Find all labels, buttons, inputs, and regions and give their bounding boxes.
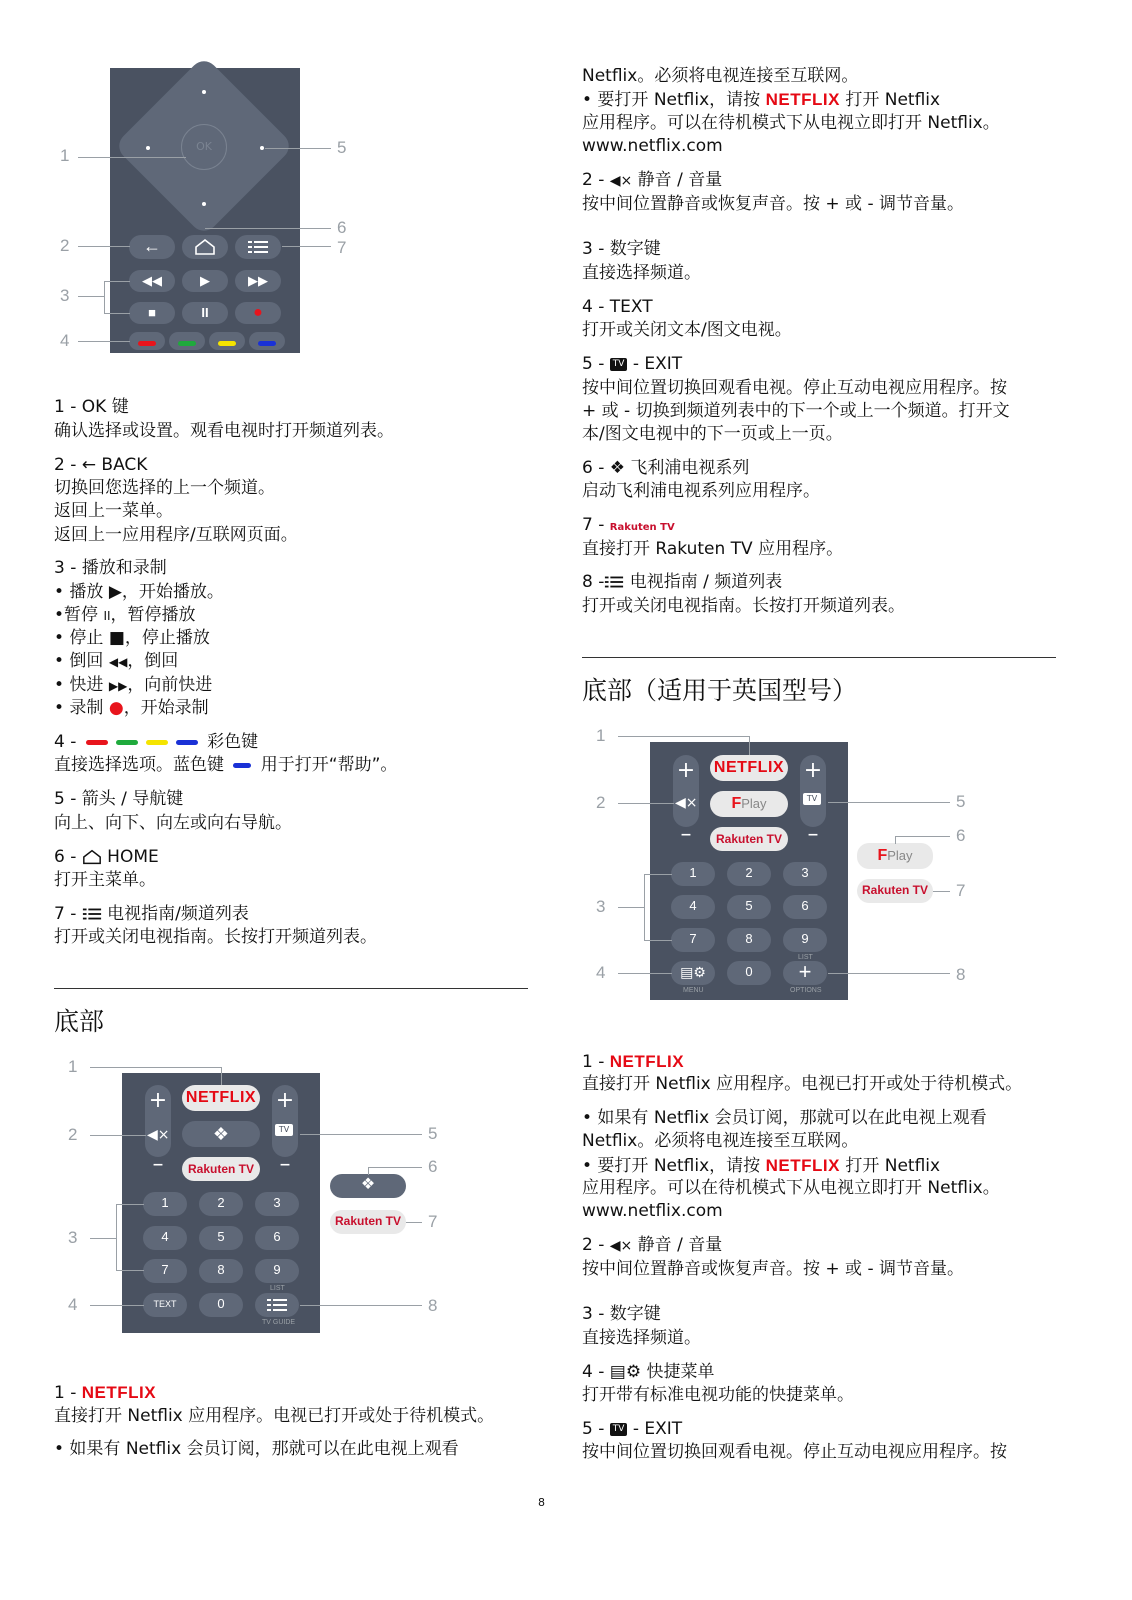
item4-body: 直接选择选项。蓝色键 用于打开“帮助”。 — [54, 755, 398, 775]
home-icon — [82, 849, 102, 865]
nav-left-dot — [146, 146, 150, 150]
callout-8: 8 — [956, 965, 966, 984]
callout-6: 6 — [337, 218, 347, 237]
digit-7-button: 7 — [143, 1259, 187, 1283]
philips-tv-collection-button: ❖ — [182, 1121, 260, 1147]
callout-6: 6 — [428, 1157, 438, 1176]
digit-1-button: 1 — [143, 1192, 187, 1216]
item1-body: 确认选择或设置。观看电视时打开频道列表。 — [54, 421, 394, 441]
uk-line3: 应用程序。可以在待机模式下从电视立即打开 Netflix。 — [582, 1178, 1000, 1198]
tv-icon: TV — [803, 793, 821, 805]
forward-button: ▶▶ — [235, 270, 281, 292]
digit-2-button: 2 — [727, 862, 771, 886]
digit-9-button: 9 — [255, 1259, 299, 1283]
record-icon: ● — [108, 698, 124, 718]
callout-4: 4 — [596, 963, 606, 982]
netflix-line1: Netflix。必须将电视连接至互联网。 — [582, 66, 859, 86]
right-item4-title: 4 - TEXT — [582, 297, 653, 317]
mute-icon: ◀× — [147, 1127, 170, 1143]
netflix-logo: NETFLIX — [81, 1383, 157, 1402]
pause-button: II — [182, 302, 228, 324]
callout-3: 3 — [596, 897, 606, 916]
item3-line: • 停止 ■，停止播放 — [54, 628, 210, 648]
callout-2: 2 — [68, 1125, 78, 1144]
right-item5-title: 5 - TV - EXIT — [582, 354, 683, 374]
callout-4: 4 — [68, 1295, 78, 1314]
play-icon: ▶ — [108, 582, 122, 602]
right-item6-title: 6 - ❖ 飞利浦电视系列 — [582, 458, 750, 478]
green-key — [169, 332, 205, 350]
red-key — [129, 332, 165, 350]
callout-2: 2 — [60, 236, 70, 255]
callout-5: 5 — [956, 792, 966, 811]
yellow-key — [209, 332, 245, 350]
red-bar-icon — [86, 740, 108, 745]
digit-5-button: 5 — [727, 895, 771, 919]
tv-icon: TV — [610, 1423, 628, 1436]
philips-collection-icon: ❖ — [609, 458, 626, 478]
digit-3-button: 3 — [783, 862, 827, 886]
digit-5-button: 5 — [199, 1226, 243, 1250]
pause-icon: II — [103, 609, 111, 623]
callout-2: 2 — [596, 793, 606, 812]
item3-line: •暂停 II，暂停播放 — [54, 605, 196, 625]
list-icon — [604, 575, 624, 589]
digit-6-button: 6 — [783, 895, 827, 919]
bottom-item1-bullet: • 如果有 Netflix 会员订阅，那就可以在此电视上观看 — [54, 1439, 459, 1459]
item6-title: 6 - HOME — [54, 847, 159, 867]
play-button: ▶ — [182, 270, 228, 292]
item1-title: 1 - OK 键 — [54, 397, 129, 417]
list-icon — [82, 907, 102, 921]
netflix-logo: NETFLIX — [765, 90, 840, 109]
callout-3: 3 — [68, 1228, 78, 1247]
quick-menu-button: ▤⚙ — [671, 961, 715, 985]
uk-item2-body: 按中间位置静音或恢复声音。按 + 或 - 调节音量。 — [582, 1259, 964, 1279]
home-button — [182, 235, 228, 259]
nav-up-dot — [202, 90, 206, 94]
item4-title: 4 - 彩色键 — [54, 732, 259, 752]
options-label: OPTIONS — [790, 987, 822, 994]
right-item6-body: 启动飞利浦电视系列应用程序。 — [582, 481, 820, 501]
callout-7: 7 — [956, 881, 966, 900]
list-icon — [266, 1298, 288, 1312]
netflix-button: NETFLIX — [710, 755, 788, 781]
right-item8-body: 打开或关闭电视指南。长按打开频道列表。 — [582, 596, 905, 616]
record-button: ● — [235, 302, 281, 324]
blue-bar-icon — [233, 763, 251, 768]
netflix-logo: NETFLIX — [609, 1052, 685, 1071]
uk-item4-title: 4 - ▤⚙ 快捷菜单 — [582, 1362, 715, 1382]
digit-8-button: 8 — [199, 1259, 243, 1283]
quick-menu-icon: ▤⚙ — [609, 1362, 642, 1382]
back-button: ← — [129, 235, 175, 259]
stop-button: ■ — [129, 302, 175, 324]
right-item5-line: 按中间位置切换回观看电视。停止互动电视应用程序。按 — [582, 378, 1007, 398]
uk-line2: • 要打开 Netflix，请按 NETFLIX 打开 Netflix — [582, 1156, 941, 1176]
digit-0-button: 0 — [199, 1293, 243, 1317]
netflix-button: NETFLIX — [182, 1085, 260, 1111]
item3-title: 3 - 播放和录制 — [54, 558, 167, 578]
netflix-url: www.netflix.com — [582, 136, 723, 156]
callout-7: 7 — [428, 1212, 438, 1231]
nav-right-dot — [260, 146, 264, 150]
uk-item2-title: 2 - ◀× 静音 / 音量 — [582, 1235, 723, 1255]
item3-line: • 快进 ▶▶，向前快进 — [54, 675, 213, 695]
netflix-line2: • 要打开 Netflix，请按 NETFLIX 打开 Netflix — [582, 90, 941, 110]
callout-1: 1 — [596, 726, 606, 745]
item7-body: 打开或关闭电视指南。长按打开频道列表。 — [54, 927, 377, 947]
digit-2-button: 2 — [199, 1192, 243, 1216]
item3-line: • 播放 ▶，开始播放。 — [54, 582, 224, 602]
right-item2-title: 2 - ◀× 静音 / 音量 — [582, 170, 723, 190]
item7-title: 7 - 电视指南/频道列表 — [54, 904, 249, 924]
digit-7-button: 7 — [671, 928, 715, 952]
rakuten-button: Rakuten TV — [182, 1157, 260, 1181]
menu-label: MENU — [683, 987, 704, 994]
digit-6-button: 6 — [255, 1226, 299, 1250]
right-item2-body: 按中间位置静音或恢复声音。按 + 或 - 调节音量。 — [582, 194, 964, 214]
right-item7-body: 直接打开 Rakuten TV 应用程序。 — [582, 539, 844, 559]
digit-4-button: 4 — [143, 1226, 187, 1250]
uk-bullet1: • 如果有 Netflix 会员订阅，那就可以在此电视上观看 — [582, 1108, 987, 1128]
uk-item5-title: 5 - TV - EXIT — [582, 1419, 683, 1439]
heading-bottom: 底部 — [54, 1007, 105, 1036]
tv-guide-button — [255, 1293, 299, 1317]
mute-icon: ◀× — [609, 173, 633, 189]
fplay-button: FPlay — [710, 791, 788, 817]
uk-item5-body: 按中间位置切换回观看电视。停止互动电视应用程序。按 — [582, 1442, 1007, 1462]
item2-title: 2 - ← BACK — [54, 455, 148, 475]
list-label: LIST — [270, 1285, 285, 1292]
text-button: TEXT — [143, 1293, 187, 1317]
green-bar-icon — [116, 740, 138, 745]
digit-4-button: 4 — [671, 895, 715, 919]
philips-tv-collection-button-side: ❖ — [330, 1174, 406, 1198]
uk-item1-title: 1 - NETFLIX — [582, 1052, 685, 1072]
callout-1: 1 — [60, 146, 70, 165]
list-icon — [247, 240, 269, 254]
mute-icon: ◀× — [609, 1238, 633, 1254]
uk-item3-body: 直接选择频道。 — [582, 1328, 701, 1348]
stop-icon: ■ — [108, 628, 125, 648]
right-item5-line: + 或 - 切换到频道列表中的下一个或上一个频道。打开文 — [582, 401, 1010, 421]
right-item7-title: 7 - Rakuten TV — [582, 515, 675, 535]
back-arrow-icon: ← — [81, 455, 97, 475]
section-divider — [54, 988, 528, 989]
uk-item1-body: 直接打开 Netflix 应用程序。电视已打开或处于待机模式。 — [582, 1074, 1023, 1094]
bottom-item1-title: 1 - NETFLIX — [54, 1383, 157, 1403]
rakuten-logo: Rakuten TV — [609, 522, 675, 533]
rakuten-button-side: Rakuten TV — [857, 879, 933, 903]
callout-8: 8 — [428, 1296, 438, 1315]
uk-line1: Netflix。必须将电视连接至互联网。 — [582, 1131, 859, 1151]
uk-url: www.netflix.com — [582, 1201, 723, 1221]
item3-line: • 倒回 ◀◀，倒回 — [54, 651, 179, 671]
rewind-button: ◀◀ — [129, 270, 175, 292]
blue-key — [249, 332, 285, 350]
guide-button — [235, 235, 281, 259]
tv-icon: TV — [610, 358, 628, 371]
right-item3-title: 3 - 数字键 — [582, 239, 661, 259]
digit-9-button: 9 — [783, 928, 827, 952]
ok-button: OK — [181, 124, 227, 170]
item5-body: 向上、向下、向左或向右导航。 — [54, 813, 292, 833]
callout-6: 6 — [956, 826, 966, 845]
callout-3: 3 — [60, 286, 70, 305]
tv-icon: TV — [275, 1124, 293, 1136]
item2-line: 返回上一应用程序/互联网页面。 — [54, 525, 298, 545]
fplay-button-side: FPlay — [857, 843, 933, 869]
tv-guide-label: TV GUIDE — [262, 1319, 296, 1326]
netflix-line3: 应用程序。可以在待机模式下从电视立即打开 Netflix。 — [582, 113, 1000, 133]
callout-5: 5 — [337, 138, 347, 157]
list-label: LIST — [798, 954, 813, 961]
item2-line: 切换回您选择的上一个频道。 — [54, 478, 275, 498]
bottom-item1-body: 直接打开 Netflix 应用程序。电视已打开或处于待机模式。 — [54, 1406, 495, 1426]
right-item4-body: 打开或关闭文本/图文电视。 — [582, 320, 792, 340]
netflix-logo: NETFLIX — [765, 1156, 840, 1175]
callout-1: 1 — [68, 1057, 78, 1076]
options-button: + — [783, 961, 827, 985]
yellow-bar-icon — [146, 740, 168, 745]
uk-item4-body: 打开带有标准电视功能的快捷菜单。 — [582, 1385, 854, 1405]
digit-3-button: 3 — [255, 1192, 299, 1216]
callout-7: 7 — [337, 238, 347, 257]
item5-title: 5 - 箭头 / 导航键 — [54, 789, 184, 809]
uk-item3-title: 3 - 数字键 — [582, 1304, 661, 1324]
section-divider — [582, 657, 1056, 658]
page-number: 8 — [538, 1496, 545, 1509]
item6-body: 打开主菜单。 — [54, 870, 156, 890]
forward-icon: ▶▶ — [108, 679, 128, 693]
right-item8-title: 8 - 电视指南 / 频道列表 — [582, 572, 783, 592]
right-item3-body: 直接选择频道。 — [582, 263, 701, 283]
callout-4: 4 — [60, 331, 70, 350]
item2-line: 返回上一菜单。 — [54, 501, 173, 521]
rewind-icon: ◀◀ — [108, 655, 128, 669]
rakuten-button-side: Rakuten TV — [330, 1210, 406, 1234]
digit-8-button: 8 — [727, 928, 771, 952]
digit-0-button: 0 — [727, 961, 771, 985]
heading-uk: 底部（适用于英国型号） — [582, 676, 858, 705]
rakuten-button: Rakuten TV — [710, 827, 788, 851]
callout-5: 5 — [428, 1124, 438, 1143]
right-item5-line: 本/图文电视中的下一页或上一页。 — [582, 424, 843, 444]
home-icon — [194, 239, 216, 255]
blue-bar-icon — [176, 740, 198, 745]
digit-1-button: 1 — [671, 862, 715, 886]
mute-icon: ◀× — [675, 795, 698, 811]
nav-down-dot — [202, 202, 206, 206]
item3-line: • 录制 ●，开始录制 — [54, 698, 209, 718]
